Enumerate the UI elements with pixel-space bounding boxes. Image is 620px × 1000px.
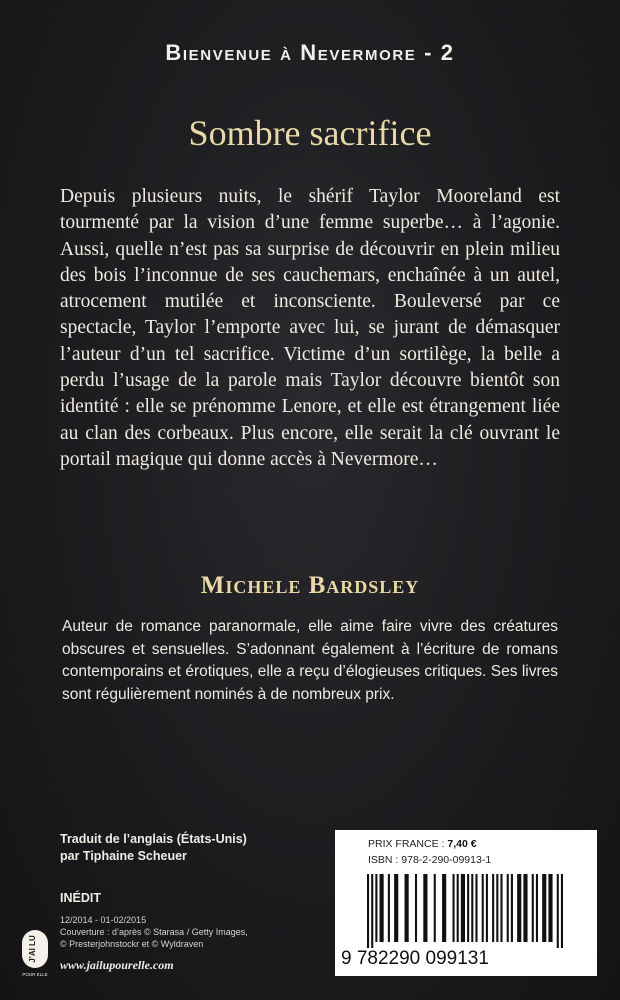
cover-credits — [60, 914, 330, 950]
barcode-bar — [557, 874, 559, 948]
barcode-bar — [500, 874, 502, 942]
barcode-bar — [471, 874, 473, 942]
barcode-bar — [536, 874, 538, 942]
price-value: 7,40 € — [447, 838, 477, 850]
translation-credit — [60, 831, 330, 865]
inedit-label: INÉDIT — [60, 891, 101, 905]
barcode-bar — [467, 874, 469, 942]
barcode-bar — [486, 874, 488, 942]
publisher-logo-icon — [22, 930, 48, 978]
credits-line-3: © Presterjohnstockr et © Wyldraven — [60, 939, 204, 949]
barcode-bar — [475, 874, 477, 942]
barcode-bar — [394, 874, 398, 942]
translation-line-1: Traduit de l’anglais (États-Unis) — [60, 832, 247, 846]
translation-line-2: par Tiphaine Scheuer — [60, 849, 187, 863]
summary-text: Depuis plusieurs nuits, le shérif Taylor Mooreland est tourmenté par la vision d’une femme superbe… à l’agonie. Aussi, quelle n’est pas sa surprise de découvrir en plein milieu des bois l’inconnue de ses cauchemars, enchaînée à un autel, atrocement mutilée et inconsciente. Bouleversé par ce spectacle, Taylor l’emporte avec lui, se jurant de démasquer l’auteur d’un tel sacrifice. Victime d’un sortilège, la belle a perdu l’usage de la parole mais Taylor découvre bientôt son identité : elle se prénomme Lenore, et elle est étrangement liée au clan des corbeaux. Plus encore, elle serait la clé ouvrant le portail magique qui donne accès à Nevermore… — [60, 186, 560, 470]
barcode-bar — [457, 874, 459, 942]
barcode-bar — [415, 874, 417, 942]
barcode-bar — [388, 874, 390, 942]
barcode-bar — [442, 874, 446, 942]
barcode-bar — [523, 874, 527, 942]
barcode-icon — [357, 874, 577, 948]
barcode-bar — [461, 874, 465, 942]
barcode-bar — [482, 874, 484, 942]
barcode-bar — [548, 874, 552, 942]
barcode-bar — [561, 874, 563, 948]
publisher-website: www.jailupourelle.com — [60, 958, 174, 972]
barcode-bar — [367, 874, 369, 948]
author-name: Michele Bardsley — [200, 572, 420, 599]
logo-subtext: POUR ELLE — [22, 972, 48, 977]
barcode-bar — [423, 874, 427, 942]
barcode-bar — [371, 874, 373, 948]
barcode-bar — [542, 874, 546, 942]
barcode-bar — [434, 874, 436, 942]
credits-line-1: 12/2014 - 01-02/2015 — [60, 915, 147, 925]
price-label: PRIX FRANCE : — [368, 838, 448, 850]
price-line — [368, 838, 477, 850]
barcode-bar — [511, 874, 513, 942]
barcode-bar — [507, 874, 509, 942]
barcode-bar — [405, 874, 409, 942]
series-title: Bienvenue à Nevermore - 2 — [165, 40, 455, 65]
barcode-digits: 9 782290 099131 — [341, 948, 489, 969]
barcode-bar — [496, 874, 498, 942]
book-title: Sombre sacrifice — [188, 113, 432, 153]
isbn-line: ISBN : 978-2-290-09913-1 — [368, 854, 492, 866]
logo-text: J’AI LU — [28, 935, 37, 963]
barcode-bar — [517, 874, 521, 942]
barcode-bar — [532, 874, 534, 942]
author-bio: Auteur de romance paranormale, elle aime faire vivre des créatures obscures et sensuelles. S’adonnant également à l’écriture de romans contemporains et érotiques, elle a reçu d’élogieuses critiques. Ses livres sont régulièrement nominés à de nombreux prix. — [62, 618, 558, 703]
barcode-bar — [492, 874, 494, 942]
barcode-bar — [380, 874, 384, 942]
credits-line-2: Couverture : d’après © Starasa / Getty Images, — [60, 927, 248, 937]
barcode-bar — [452, 874, 454, 942]
barcode-bar — [375, 874, 377, 942]
barcode-panel — [335, 830, 597, 976]
